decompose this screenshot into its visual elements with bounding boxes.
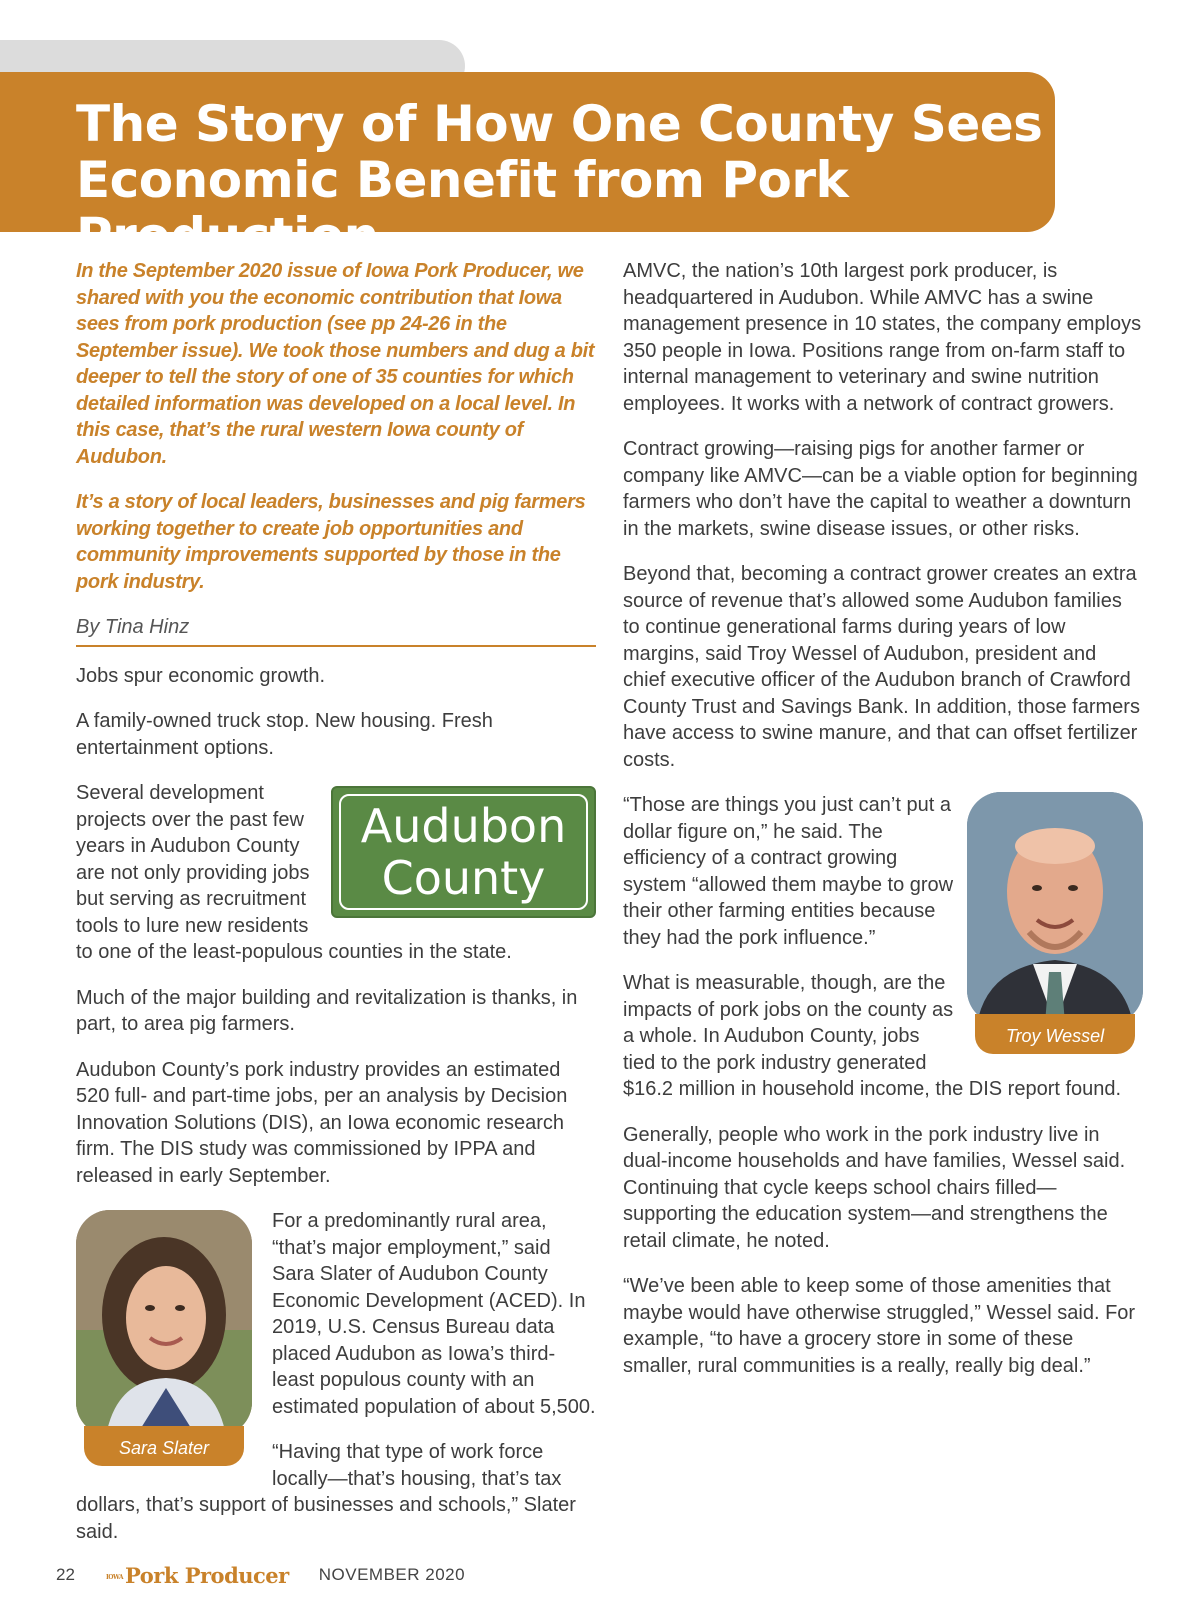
sign-line-2: County [381, 851, 546, 905]
article-title: The Story of How One County Sees Economic Benefit from Pork Production [76, 95, 1043, 265]
audubon-county-sign-image [331, 786, 596, 918]
portrait-woman-icon [76, 1210, 252, 1436]
troy-wessel-caption: Troy Wessel [975, 1014, 1135, 1054]
left-column [76, 258, 596, 1564]
body-paragraph: Contract growing—raising pigs for another farmer or company like AMVC—can be a viable option for beginning farmers who don’t have the capital to weather a downturn in the markets, swine disease issues, or other risks. [623, 438, 1138, 540]
sara-slater-caption: Sara Slater [84, 1426, 244, 1466]
sara-slater-photo-figure [76, 1210, 252, 1466]
body-paragraph: Jobs spur economic growth. [76, 664, 326, 687]
body-paragraph: AMVC, the nation’s 10th largest pork producer, is headquartered in Audubon. While AMVC has a swine management presence in 10 states, the company employs 350 people in Iowa. Positions range from on-farm staff to internal management to veterinary and swine nutrition employees. It works with a network of contract growers. [623, 260, 1142, 415]
issue-date: NOVEMBER 2020 [318, 1565, 466, 1584]
body-paragraph: What is measurable, though, are the impacts of pork jobs on the county as a whole. In Audubon County, jobs tied to the pork industry generated $16.2 million in household income, the DIS report found. [623, 972, 1122, 1100]
sara-slater-photo [76, 1210, 252, 1436]
body-paragraph: “We’ve been able to keep some of those amenities that maybe would have otherwise struggled,” Wessel said. For example, “to have a grocery store in some of these smaller, rural communities is a really, really big deal.” [623, 1275, 1136, 1377]
body-paragraph: Much of the major building and revitalization is thanks, in part, to area pig farmers. [76, 986, 578, 1035]
logo-small-text: IOWA [106, 1573, 124, 1581]
byline: By Tina Hinz [76, 614, 596, 647]
body-paragraph: Generally, people who work in the pork industry live in dual-income households and have families, Wessel said. Continuing that cycle keeps school chairs filled—supporting the education system—and strengthens the retail climate, he noted. [623, 1123, 1126, 1252]
intro-paragraph-2: It’s a story of local leaders, businesses and pig farmers working together to create job opportunities and community improvements supported by those in the pork industry. [76, 491, 586, 593]
body-paragraph: “Having that type of work force locally—that’s housing, that’s tax dollars, that’s support of businesses and schools,” Slater said. [76, 1441, 576, 1543]
troy-wessel-photo-figure [967, 792, 1143, 1054]
portrait-man-icon [967, 792, 1143, 1024]
intro-paragraph-1: In the September 2020 issue of Iowa Pork Producer, we shared with you the economic contribution that Iowa sees from pork production (see pp 24-26 in the September issue). We took those numbers and dug a bit deeper to tell the story of one of 35 counties for which detailed information was developed on a local level. In this case, that’s the rural western Iowa county of Audubon. [76, 260, 595, 468]
body-paragraph: Beyond that, becoming a contract grower creates an extra source of revenue that’s allowed some Audubon families to continue generational farms during years of low margins, said Troy Wessel of Audubon, president and chief executive officer of the Audubon branch of Crawford County Trust and Savings Bank. In addition, those farmers have access to swine manure, and that can offset fertilizer costs. [623, 563, 1140, 771]
logo-text: Pork Producer [125, 1562, 289, 1588]
body-paragraph: For a predominantly rural area, “that’s major employment,” said Sara Slater of Audubon County Economic Development (ACED). In 2019, U.S. Census Bureau data placed Audubon as Iowa’s third-least populous county with an estimated population of about 5,500. [272, 1210, 596, 1418]
right-column [623, 258, 1143, 1398]
body-paragraph: Audubon County’s pork industry provides an estimated 520 full- and part-time jobs, per an analysis by Decision Innovation Solutions (DIS), an Iowa economic research firm. The DIS study was commissioned by IPPA and released in early September. [76, 1058, 568, 1187]
page-number: 22 [56, 1565, 75, 1584]
body-paragraph: A family-owned truck stop. New housing. Fresh entertainment options. [76, 710, 493, 759]
body-paragraph: Several development projects over the past few years in Audubon County are not only providing jobs but serving as recruitment tools to lure new residents to one of the least-populous counties in the state. [76, 782, 512, 963]
publication-logo [106, 1563, 289, 1588]
troy-wessel-photo [967, 792, 1143, 1024]
body-paragraph: “Those are things you just can’t put a dollar figure on,” he said. The efficiency of a contract growing system “allowed them maybe to grow their other farming entities because they had the pork influence.” [623, 794, 954, 949]
sign-line-1: Audubon [360, 799, 567, 853]
page-footer [56, 1560, 465, 1590]
sign-text [339, 794, 588, 910]
